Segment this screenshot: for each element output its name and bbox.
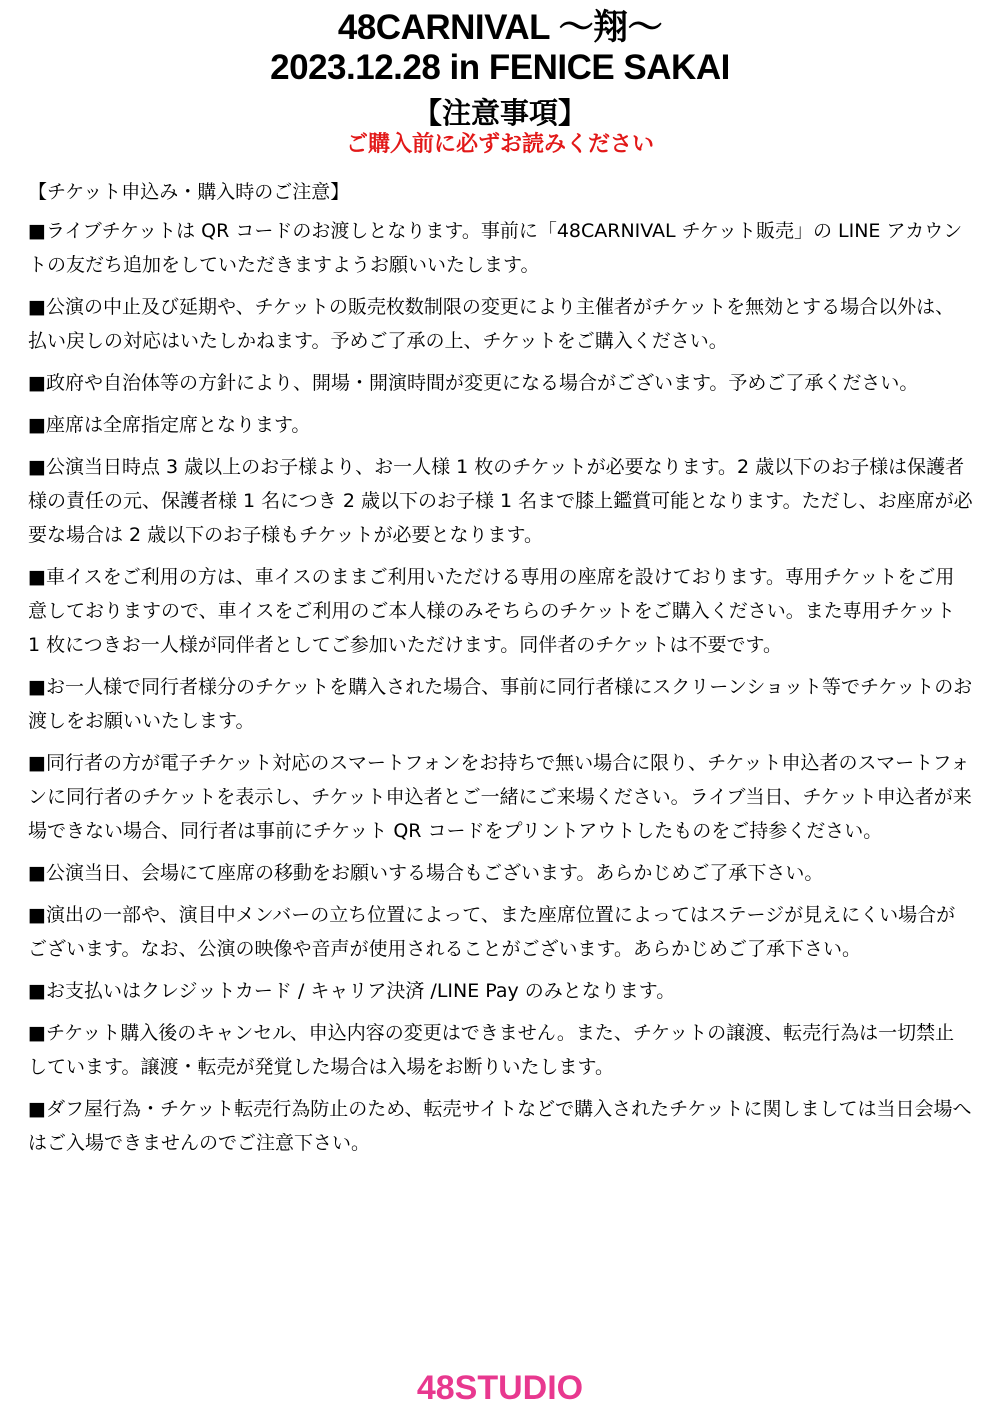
event-title: 48CARNIVAL 〜翔〜 [337,8,663,47]
notice-item-qr-code: ■ライブチケットは QR コードのお渡しとなります。事前に「48CARNIVAL チケット販売」の LINE アカウントの友だち追加をしていただきますようお願いいたします。 [28,220,963,276]
notice-heading: 【注意事項】 [412,96,587,130]
notice-item-stage-visibility: ■演出の一部や、演目中メンバーの立ち位置によって、また座席位置によってはステージが見えにくい場合がございます。なお、公演の映像や音声が使用されることがございます。あらかじめご了承下さい。 [28,904,956,960]
brand-logo-48studio: 48STUDIO [416,1369,584,1407]
notice-item-children: ■公演当日時点 3 歳以上のお子様より、お一人様 1 枚のチケットが必要なります。2 歳以下のお子様は保護者様の責任の元、保護者様 1 名につき 2 歳以下のお子様 1 名まで膝上鑑賞可能となります。ただし、お座席が必要な場合は 2 歳以下のお子様もチケットが必要となります。 [28,456,973,546]
notice-item-wheelchair: ■車イスをご利用の方は、車イスのままご利用いただける専用の座席を設けております。専用チケットをご用意しておりますので、車イスをご利用のご本人様のみそちらのチケットをご購入ください。また専用チケット 1 枚につきお一人様が同伴者としてご参加いただけます。同伴者のチケットは不要です。 [28,566,956,656]
notice-item-resale: ■ダフ屋行為・チケット転売行為防止のため、転売サイトなどで購入されたチケットに関しましては当日会場へはご入場できませんのでご注意下さい。 [28,1098,972,1154]
event-date-venue: 2023.12.28 in FENICE SAKAI [270,48,730,87]
notice-item-seat-move: ■公演当日、会場にて座席の移動をお願いする場合もございます。あらかじめご了承下さい。 [28,862,824,884]
notice-item-refund: ■公演の中止及び延期や、チケットの販売枚数制限の変更により主催者がチケットを無効とする場合以外は、払い戻しの対応はいたしかねます。予めご了承の上、チケットをご購入ください。 [28,296,955,352]
notice-item-payment: ■お支払いはクレジットカード / キャリア決済 /LINE Pay のみとなります。 [28,980,676,1002]
notice-item-companion-smartphone: ■同行者の方が電子チケット対応のスマートフォンをお持ちで無い場合に限り、チケット申込者のスマートフォンに同行者のチケットを表示し、チケット申込者とご一緒にご来場ください。ライブ当日、チケット申込者が来場できない場合、同行者は事前にチケット QR コードをプリントアウトしたものをご持参ください。 [28,752,972,842]
notice-body [28,178,973,1168]
ticket-notice-subheading: 【チケット申込み・購入時のご注意】 [28,181,350,203]
notice-item-cancellation: ■チケット購入後のキャンセル、申込内容の変更はできません。また、チケットの譲渡、転売行為は一切禁止しています。譲渡・転売が発覚した場合は入場をお断りいたします。 [28,1022,955,1078]
read-before-purchase-warning: ご購入前に必ずお読みください [345,132,654,157]
notice-item-reserved-seats: ■座席は全席指定席となります。 [28,414,311,436]
notice-item-companion-screenshot: ■お一人様で同行者様分のチケットを購入された場合、事前に同行者様にスクリーンショット等でチケットのお渡しをお願いいたします。 [28,676,973,732]
header [0,0,1000,158]
notice-item-schedule-change: ■政府や自治体等の方針により、開場・開演時間が変更になる場合がございます。予めご了承ください。 [28,372,919,394]
